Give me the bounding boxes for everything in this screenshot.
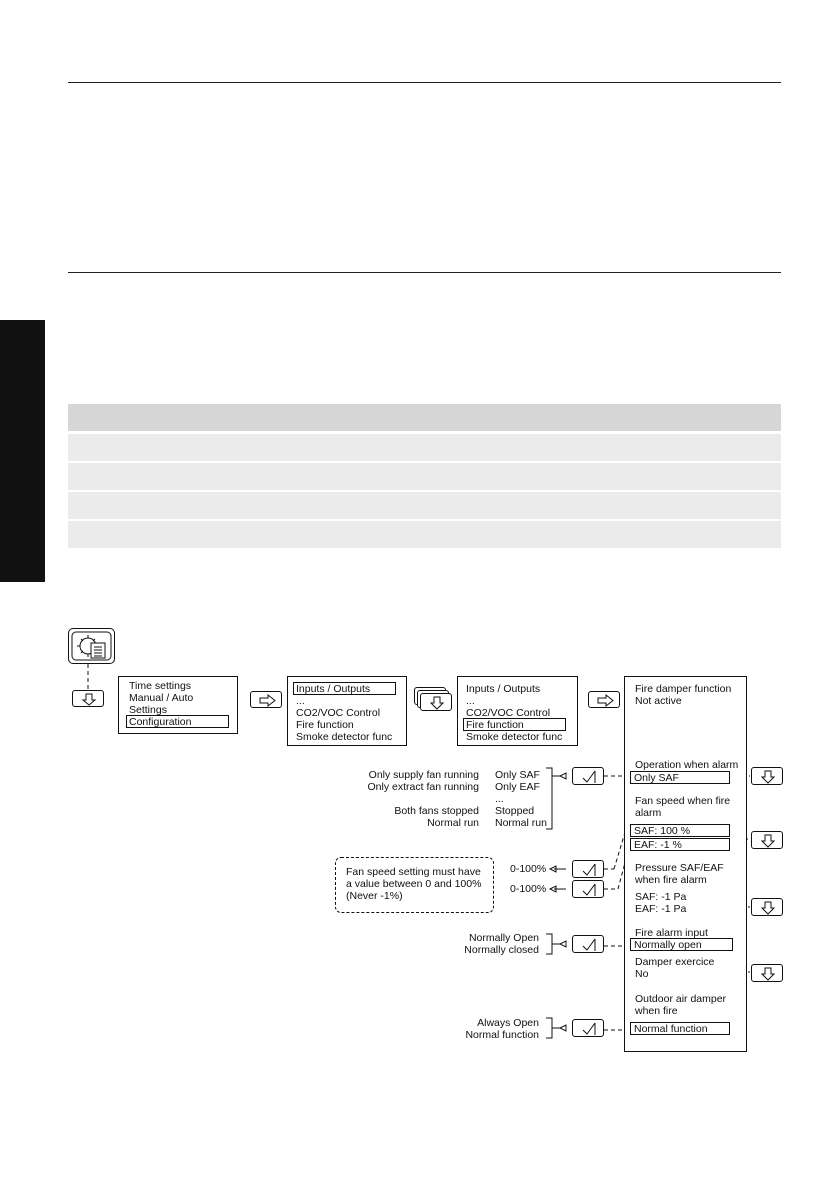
right-arrow-icon <box>251 692 283 709</box>
fire-input-title: Fire alarm input <box>635 927 708 939</box>
fan-eaf-value: EAF: -1 % <box>634 839 682 851</box>
fan-speed-title-1: Fan speed when fire <box>635 795 731 807</box>
fan-eaf-range: 0-100% <box>510 883 547 895</box>
main-menu-screen <box>118 676 238 734</box>
right-key[interactable] <box>588 691 620 708</box>
fan-speed-title-2: alarm <box>635 807 662 819</box>
down-arrow-icon <box>752 768 784 786</box>
option-desc: Normal run <box>427 817 479 829</box>
down-arrow-icon <box>73 691 105 708</box>
menu-item-inputs-outputs[interactable]: Inputs / Outputs <box>296 683 371 695</box>
menu-item-configuration[interactable]: Configuration <box>129 716 192 728</box>
menu-item-smoke-detector[interactable]: Smoke detector func <box>466 731 563 743</box>
option-value: Stopped <box>495 805 535 817</box>
option-desc: Only extract fan running <box>367 781 479 793</box>
menu-item-settings[interactable]: Settings <box>129 704 167 716</box>
configuration-menu-screen <box>287 676 407 746</box>
note-line: Fan speed setting must have <box>346 866 481 878</box>
fire-input-option: Normally closed <box>464 944 539 956</box>
repeat-down-key[interactable] <box>420 693 452 711</box>
option-desc: Only supply fan running <box>368 769 479 781</box>
menu-item-fire-function[interactable]: Fire function <box>296 719 354 731</box>
fan-speed-note <box>335 857 494 913</box>
fire-input-option: Normally Open <box>468 932 539 944</box>
menu-item-co2-voc[interactable]: CO2/VOC Control <box>296 707 381 719</box>
menu-item-ellipsis: ... <box>296 695 305 707</box>
menu-item-time-settings[interactable]: Time settings <box>129 680 192 692</box>
down-key[interactable] <box>751 831 783 849</box>
damper-exercise-value: No <box>635 968 649 980</box>
operation-alarm-title: Operation when alarm <box>635 759 739 771</box>
option-value: Normal run <box>495 817 547 829</box>
menu-item-manual-auto[interactable]: Manual / Auto <box>129 692 194 704</box>
operation-alarm-value: Only SAF <box>634 772 679 784</box>
damper-exercise-title: Damper exercice <box>635 956 715 968</box>
fan-saf-range: 0-100% <box>510 863 547 875</box>
option-value: Only SAF <box>495 769 540 781</box>
outdoor-damper-title-1: Outdoor air damper <box>635 993 727 1005</box>
fire-damper-title: Fire damper function <box>635 683 732 695</box>
option-value: Only EAF <box>495 781 540 793</box>
checkmark-icon <box>573 861 605 879</box>
checkmark-icon <box>573 1020 605 1038</box>
menu-item-co2-voc[interactable]: CO2/VOC Control <box>466 707 551 719</box>
pressure-eaf-value: EAF: -1 Pa <box>635 903 687 915</box>
fan-saf-value: SAF: 100 % <box>634 825 691 837</box>
menu-item-ellipsis: ... <box>466 695 475 707</box>
menu-item-fire-function[interactable]: Fire function <box>466 719 524 731</box>
outdoor-damper-value: Normal function <box>634 1023 708 1035</box>
pressure-title-2: when fire alarm <box>635 874 707 886</box>
down-arrow-icon <box>752 899 784 917</box>
outdoor-damper-title-2: when fire <box>635 1005 678 1017</box>
outdoor-option: Normal function <box>465 1029 539 1041</box>
menu-item-smoke-detector[interactable]: Smoke detector func <box>296 731 393 743</box>
checkmark-icon <box>573 768 605 786</box>
down-arrow-icon <box>421 694 453 712</box>
right-key[interactable] <box>250 691 282 708</box>
note-line: a value between 0 and 100% <box>346 878 482 890</box>
option-value: ... <box>495 793 504 805</box>
down-key[interactable] <box>751 964 783 982</box>
checkmark-icon <box>573 936 605 954</box>
ok-key[interactable] <box>572 1019 604 1037</box>
ok-key[interactable] <box>572 880 604 898</box>
outdoor-option: Always Open <box>477 1017 539 1029</box>
down-key[interactable] <box>751 898 783 916</box>
ok-key[interactable] <box>572 935 604 953</box>
down-arrow-icon <box>752 965 784 983</box>
pressure-title-1: Pressure SAF/EAF <box>635 862 724 874</box>
fire-function-screen <box>624 676 747 1052</box>
fire-input-value: Normally open <box>634 939 702 951</box>
down-key[interactable] <box>72 690 104 707</box>
menu-item-inputs-outputs[interactable]: Inputs / Outputs <box>466 683 541 695</box>
configuration-menu-fire-selected <box>457 676 578 746</box>
option-desc: Both fans stopped <box>394 805 479 817</box>
right-arrow-icon <box>589 692 621 709</box>
pressure-saf-value: SAF: -1 Pa <box>635 891 687 903</box>
checkmark-icon <box>573 881 605 899</box>
ok-key[interactable] <box>572 860 604 878</box>
down-arrow-icon <box>752 832 784 850</box>
down-key[interactable] <box>751 767 783 785</box>
fire-damper-value: Not active <box>635 695 682 707</box>
configuration-icon[interactable] <box>68 628 115 664</box>
ok-key[interactable] <box>572 767 604 785</box>
note-line: (Never -1%) <box>346 890 403 902</box>
gear-list-icon <box>69 629 116 665</box>
